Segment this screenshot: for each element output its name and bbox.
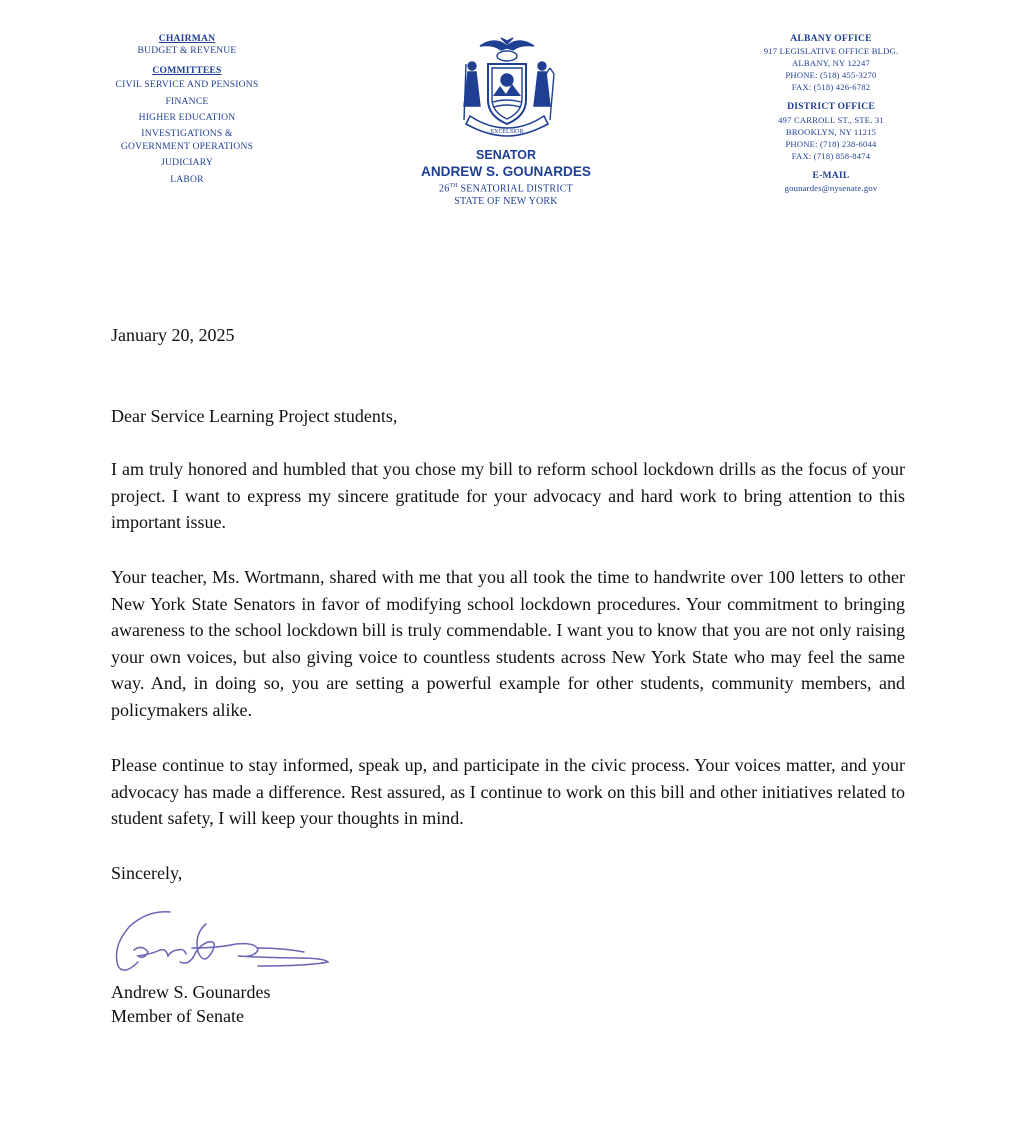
senatorial-district — [400, 180, 612, 195]
albany-address-line: ALBANY, NY 12247 — [792, 58, 870, 69]
albany-fax: FAX: (518) 426-6782 — [791, 82, 871, 93]
signer-title: Member of Senate — [111, 1006, 244, 1026]
albany-address-line: 917 LEGISLATIVE OFFICE BLDG. — [763, 46, 899, 57]
district-fax: FAX: (718) 858-8474 — [791, 150, 871, 161]
body-paragraph: Your teacher, Ms. Wortmann, shared with me that you all took the time to handwrite over 100 letters to other New York State Senators in favor of modifying school lockdown procedures. Your commitment to bringing awareness to the school lockdown bill is truly commendable. I want you to know that you are not only raising your own voices, but also giving voice to countless students across New York State who may feel the same way. And, in doing so, you are setting a powerful example for other students, community members, and policymakers alike. — [111, 567, 905, 720]
district-suffix: TH — [449, 183, 458, 189]
senator-title: SENATOR — [476, 148, 536, 162]
state-name: STATE OF NEW YORK — [454, 196, 558, 208]
handwritten-signature — [108, 904, 332, 978]
district-address-line: BROOKLYN, NY 11215 — [785, 126, 877, 137]
letterhead-committees — [112, 33, 262, 186]
body-paragraph: Please continue to stay informed, speak up, and participate in the civic process. Your voices matter, and your advocacy has made a difference. Rest assured, as I continue to work on this bill and other initiatives related to student safety, I will keep your thoughts in mind. — [111, 755, 905, 829]
district-phone: PHONE: (718) 238-6044 — [785, 138, 877, 149]
email-address[interactable]: gounardes@nysenate.gov — [784, 183, 878, 194]
letterhead-senator — [400, 148, 612, 208]
district-text: SENATORIAL DISTRICT — [457, 183, 573, 195]
district-address-line: 497 CARROLL ST., STE. 31 — [778, 114, 884, 125]
district-office-heading: DISTRICT OFFICE — [787, 101, 875, 113]
letter-date: January 20, 2025 — [111, 325, 235, 345]
new-york-state-seal-icon — [450, 34, 564, 140]
chairman-heading: CHAIRMAN — [158, 33, 216, 44]
senator-name: ANDREW S. GOUNARDES — [421, 164, 591, 179]
albany-office-heading: ALBANY OFFICE — [790, 33, 872, 44]
committee-item: GOVERNMENT OPERATIONS — [120, 140, 254, 152]
committees-heading: COMMITTEES — [152, 64, 222, 76]
district-number: 26 — [439, 183, 450, 195]
committee-item: CIVIL SERVICE AND PENSIONS — [115, 79, 259, 91]
seal-motto: EXCELSIOR — [490, 129, 524, 135]
committee-item: LABOR — [170, 173, 204, 185]
chairman-item: BUDGET & REVENUE — [137, 45, 237, 57]
closing: Sincerely, — [111, 863, 183, 883]
letterhead-offices — [750, 33, 912, 194]
committee-item: INVESTIGATIONS & — [141, 128, 233, 140]
body-paragraph: I am truly honored and humbled that you chose my bill to reform school lockdown drills as the focus of your project. I want to express my sincere gratitude for your advocacy and hard work to bring attention to this important issue. — [111, 459, 905, 533]
salutation: Dear Service Learning Project students, — [111, 406, 398, 426]
albany-phone: PHONE: (518) 455-3270 — [785, 70, 877, 81]
signer-name: Andrew S. Gounardes — [111, 982, 271, 1002]
email-heading: E-MAIL — [812, 169, 850, 181]
committee-item: HIGHER EDUCATION — [138, 112, 236, 124]
committee-item: JUDICIARY — [161, 157, 213, 169]
committee-item: FINANCE — [165, 95, 209, 107]
